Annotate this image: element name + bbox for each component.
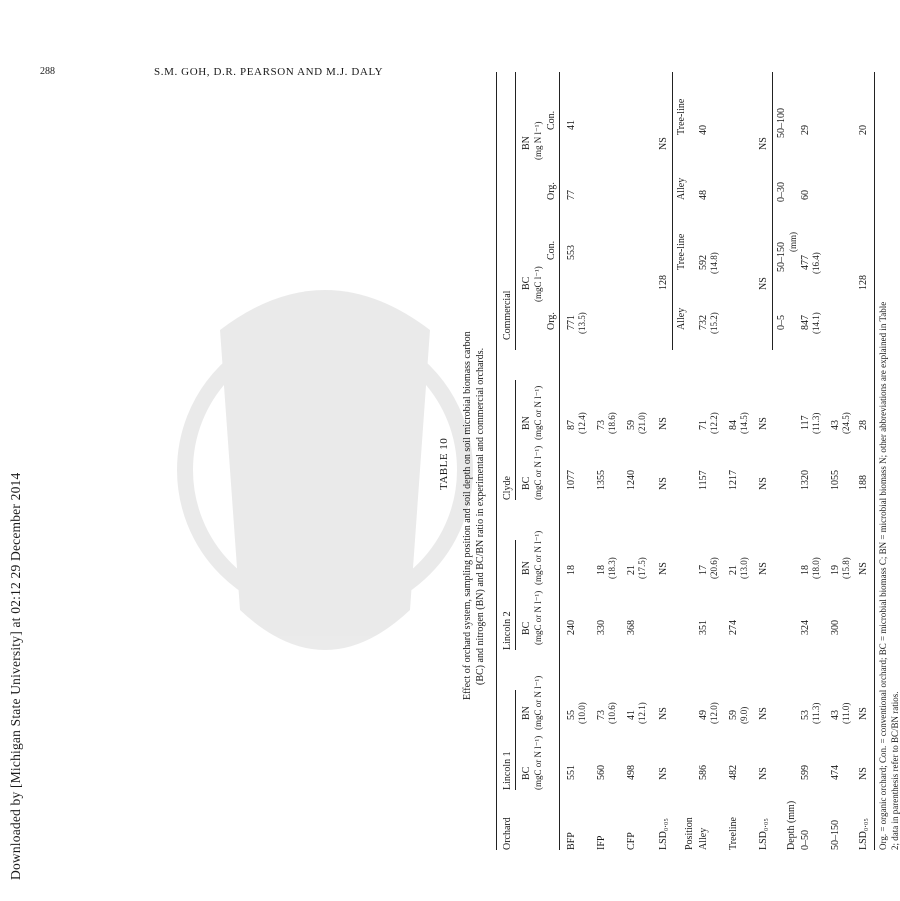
cell-5-0: 586: [698, 765, 709, 780]
rotated-table: [56, 70, 900, 850]
cell-9-2: 324: [800, 620, 811, 635]
cell-2-2: 368: [626, 620, 637, 635]
ratio-9-5: (11.3): [811, 412, 821, 434]
com-lsd2: NS: [758, 277, 769, 290]
ratio-5-1: (12.0): [709, 702, 719, 724]
com-org-header: Org.: [546, 312, 557, 330]
cell-7-3: NS: [758, 562, 769, 575]
ratio-6-3: (13.0): [739, 557, 749, 579]
ratio-1-3: (18.3): [607, 557, 617, 579]
com-depth-0-30: 0–30: [776, 182, 787, 202]
lincoln2-rule: [515, 540, 516, 650]
cell-2-3: 21: [626, 565, 637, 575]
row-label-6: Treeline: [728, 817, 739, 850]
ratio-2-3: (17.5): [637, 557, 647, 579]
row-label-3: LSD₀.₀₅: [658, 818, 669, 850]
com-bfp-bn-con: 41: [566, 120, 577, 130]
table-top-rule: [496, 72, 497, 850]
cell-9-4: 1320: [800, 470, 811, 490]
cell-7-5: NS: [758, 417, 769, 430]
cell-2-1: 41: [626, 710, 637, 720]
cell-11-5: 28: [858, 420, 869, 430]
cell-0-3: 18: [566, 565, 577, 575]
group-clyde: Clyde: [502, 476, 513, 500]
com-lsd3: 128: [858, 275, 869, 290]
cell-6-3: 21: [728, 565, 739, 575]
cell-9-5: 117: [800, 415, 811, 430]
cell-11-1: NS: [858, 707, 869, 720]
cell-10-4: 1055: [830, 470, 841, 490]
cell-3-0: NS: [658, 767, 669, 780]
cell-3-4: NS: [658, 477, 669, 490]
cell-11-3: NS: [858, 562, 869, 575]
com-lsd1: 128: [658, 275, 669, 290]
com-depth-unit: (mm): [788, 232, 798, 252]
com-alley-header: Alley: [676, 307, 687, 330]
page-number: 288: [40, 66, 55, 77]
ratio-6-5: (14.5): [739, 412, 749, 434]
com-d2: 477: [800, 255, 811, 270]
col-header-2: BC: [521, 621, 532, 635]
cell-10-5: 43: [830, 420, 841, 430]
ratio-0-5: (12.4): [577, 412, 587, 434]
com-position-rule: [672, 72, 673, 350]
com-bn-con-header: Con.: [546, 110, 557, 130]
cell-1-0: 560: [596, 765, 607, 780]
col-unit-1: (mgC or N l⁻¹): [533, 675, 543, 730]
com-bfp-org-ratio: (13.5): [577, 312, 587, 334]
row-label-4: Position: [684, 817, 695, 850]
ratio-6-1: (9.0): [739, 706, 749, 724]
cell-2-0: 498: [626, 765, 637, 780]
ratio-2-5: (21.0): [637, 412, 647, 434]
com-depth-50-150: 50–150: [776, 242, 787, 272]
com-depth-50-100: 50–100: [776, 108, 787, 138]
cell-5-2: 351: [698, 620, 709, 635]
com-bc-unit: (mgC l⁻¹): [533, 266, 543, 302]
row-label-9: 0–50: [800, 830, 811, 850]
cell-5-1: 49: [698, 710, 709, 720]
com-alley: 732: [698, 315, 709, 330]
cell-1-3: 18: [596, 565, 607, 575]
ratio-1-1: (10.6): [607, 702, 617, 724]
cell-10-2: 300: [830, 620, 841, 635]
cell-3-1: NS: [658, 707, 669, 720]
com-bn-treeline: 40: [698, 125, 709, 135]
ratio-10-1: (11.0): [841, 702, 851, 724]
col-header-0: BC: [521, 766, 532, 780]
row-label-1: IFP: [596, 835, 607, 850]
cell-2-4: 1240: [626, 470, 637, 490]
table-caption-1: Effect of orchard system, sampling position and soil depth on soil microbial biomass carbon: [462, 331, 473, 700]
cell-7-1: NS: [758, 707, 769, 720]
cell-6-0: 482: [728, 765, 739, 780]
ratio-9-1: (11.3): [811, 702, 821, 724]
clyde-rule: [515, 380, 516, 500]
col-unit-0: (mgC or N l⁻¹): [533, 735, 543, 790]
download-note: Downloaded by [Michigan State University] at 02:12 29 December 2014: [8, 472, 23, 880]
cell-7-0: NS: [758, 767, 769, 780]
group-lincoln1: Lincoln 1: [502, 751, 513, 790]
com-d1-ratio: (14.1): [811, 312, 821, 334]
cell-1-4: 1355: [596, 470, 607, 490]
com-treeline: 592: [698, 255, 709, 270]
row-label-5: Alley: [698, 827, 709, 850]
lincoln1-rule: [515, 690, 516, 790]
cell-11-4: 188: [858, 475, 869, 490]
group-commercial: Commercial: [502, 290, 513, 340]
col-unit-4: (mgC or N l⁻¹): [533, 445, 543, 500]
cell-10-1: 43: [830, 710, 841, 720]
col-header-4: BC: [521, 476, 532, 490]
com-depth-0-5: 0–5: [776, 315, 787, 330]
col-header-5: BN: [521, 416, 532, 430]
col-orchard: Orchard: [502, 817, 513, 850]
footnote-2: 2; data in parenthesis refer to BC/BN ratios.: [890, 691, 900, 850]
col-unit-2: (mgC or N l⁻¹): [533, 590, 543, 645]
cell-11-0: NS: [858, 767, 869, 780]
row-label-8: Depth (mm): [786, 800, 797, 850]
ratio-5-5: (12.2): [709, 412, 719, 434]
ratio-5-3: (20.6): [709, 557, 719, 579]
com-alley-ratio: (15.2): [709, 312, 719, 334]
col-header-3: BN: [521, 561, 532, 575]
com-treeline-header: Tree-line: [676, 233, 687, 270]
table-caption-2: (BC) and nitrogen (BN) and BC/BN ratio in experimental and commercial orchards.: [475, 347, 486, 685]
ratio-1-5: (18.6): [607, 412, 617, 434]
com-bn-treeline-header: Tree-line: [676, 98, 687, 135]
row-label-0: BFP: [566, 832, 577, 850]
com-lsd2-ns: NS: [758, 137, 769, 150]
ratio-0-1: (10.0): [577, 702, 587, 724]
cell-1-1: 73: [596, 710, 607, 720]
cell-5-4: 1157: [698, 470, 709, 490]
table-label: TABLE 10: [438, 437, 450, 490]
com-lsd1-ns: NS: [658, 137, 669, 150]
footnote-1: Org. = organic orchard; Con. = conventional orchard; BC = microbial biomass C; BN = microbial biomass N; other abbreviations are explained in Table: [878, 301, 888, 850]
com-bn-header: BN: [521, 136, 532, 150]
cell-0-1: 55: [566, 710, 577, 720]
cell-1-5: 73: [596, 420, 607, 430]
com-con-header: Con.: [546, 240, 557, 260]
cell-0-5: 87: [566, 420, 577, 430]
cell-5-5: 71: [698, 420, 709, 430]
col-unit-3: (mgC or N l⁻¹): [533, 530, 543, 585]
cell-9-3: 18: [800, 565, 811, 575]
cell-10-0: 474: [830, 765, 841, 780]
cell-3-3: NS: [658, 562, 669, 575]
cell-9-1: 53: [800, 710, 811, 720]
col-unit-5: (mgC or N l⁻¹): [533, 385, 543, 440]
com-bc-header: BC: [521, 276, 532, 290]
row-label-2: CFP: [626, 832, 637, 850]
cell-6-4: 1217: [728, 470, 739, 490]
com-bn-unit: (mg N l⁻¹): [533, 121, 543, 160]
com-bn-d1: 60: [800, 190, 811, 200]
cell-9-0: 599: [800, 765, 811, 780]
table-bottom-rule: [874, 72, 875, 850]
com-depth-rule: [772, 72, 773, 350]
cell-2-5: 59: [626, 420, 637, 430]
cell-3-5: NS: [658, 417, 669, 430]
com-bn-d2: 29: [800, 125, 811, 135]
commercial-rule: [515, 72, 516, 350]
com-bfp-org: 771: [566, 315, 577, 330]
com-bn-alley-header: Alley: [676, 177, 687, 200]
ratio-2-1: (12.1): [637, 702, 647, 724]
cell-5-3: 17: [698, 565, 709, 575]
cell-7-4: NS: [758, 477, 769, 490]
com-bn-alley: 48: [698, 190, 709, 200]
com-bfp-bn-org: 77: [566, 190, 577, 200]
cell-0-0: 551: [566, 765, 577, 780]
group-lincoln2: Lincoln 2: [502, 611, 513, 650]
row-label-11: LSD₀.₀₅: [858, 818, 869, 850]
cell-10-3: 19: [830, 565, 841, 575]
com-bfp-con: 553: [566, 245, 577, 260]
com-d1: 847: [800, 315, 811, 330]
row-label-7: LSD₀.₀₅: [758, 818, 769, 850]
com-lsd3-bn: 20: [858, 125, 869, 135]
cell-0-4: 1077: [566, 470, 577, 490]
cell-6-1: 59: [728, 710, 739, 720]
row-label-10: 50–150: [830, 820, 841, 850]
ratio-9-3: (18.0): [811, 557, 821, 579]
cell-1-2: 330: [596, 620, 607, 635]
col-header-1: BN: [521, 706, 532, 720]
com-d2-ratio: (16.4): [811, 252, 821, 274]
ratio-10-3: (15.8): [841, 557, 851, 579]
cell-6-5: 84: [728, 420, 739, 430]
header-bottom-rule: [559, 72, 560, 850]
cell-6-2: 274: [728, 620, 739, 635]
com-treeline-ratio: (14.8): [709, 252, 719, 274]
cell-0-2: 240: [566, 620, 577, 635]
running-head: S.M. GOH, D.R. PEARSON AND M.J. DALY: [154, 66, 384, 78]
ratio-10-5: (24.5): [841, 412, 851, 434]
com-bn-org-header: Org.: [546, 182, 557, 200]
